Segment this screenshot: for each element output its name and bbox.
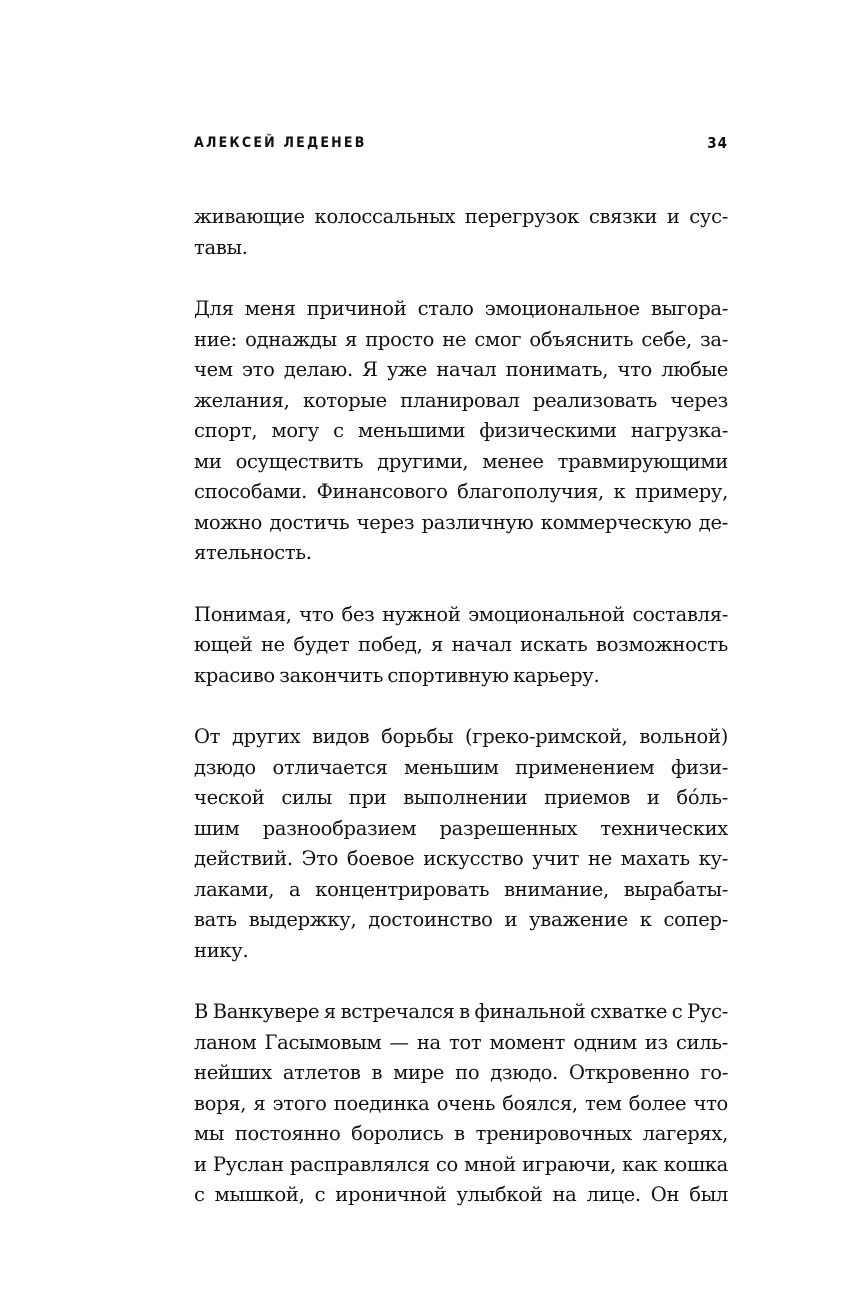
text-line: Понимая, что без нужной эмоциональной составля- [194, 602, 728, 626]
text-line: ческой силы при выполнении приемов и бóль- [194, 786, 728, 809]
text-line: нейших атлетов в мире по дзюдо. Откровенно го- [194, 1061, 728, 1084]
text-line: можно достичь через различную коммерческую де- [194, 510, 728, 534]
paragraph-3 [194, 600, 728, 692]
text-line: В Ванкувере я встречался в финальной схватке с Рус- [194, 1000, 728, 1023]
text-line: тавы. [194, 235, 248, 259]
text-line: способами. Финансового благополучия, к примеру, [194, 480, 728, 503]
text-line: чем это делаю. Я уже начал понимать, что любые [194, 358, 728, 381]
text-line: ятельность. [194, 541, 312, 564]
text-line: спорт, могу с меньшими физическими нагрузка- [194, 419, 728, 442]
paragraph-1 [194, 202, 728, 263]
text-line: мы постоянно боролись в тренировочных лагерях, [194, 1122, 728, 1145]
text-line: и Руслан расправлялся со мной играючи, как кошка [194, 1152, 728, 1176]
text-line: От других видов борьбы (греко-римской, вольной) [194, 725, 728, 748]
text-line: красиво закончить спортивную карьеру. [194, 663, 600, 687]
paragraph-5 [194, 997, 728, 1211]
paragraph-4 [194, 722, 728, 966]
body-text [194, 202, 728, 1242]
running-header [194, 134, 728, 154]
text-line: воря, я этого поединка очень боялся, тем более что [194, 1091, 728, 1115]
text-line: живающие колоссальных перегрузок связки и сус- [194, 205, 728, 228]
text-line: ющей не будет побед, я начал искать возможность [194, 633, 728, 656]
text-line: вать выдержку, достоинство и уважение к сопер- [194, 908, 728, 931]
text-line: желания, которые планировал реализовать через [194, 388, 728, 412]
text-line: лаками, а концентрировать внимание, вырабаты- [194, 877, 728, 901]
text-line: ланом Гасымовым — на тот момент одним из силь- [194, 1030, 728, 1054]
text-line: шим разнообразием разрешенных технических [194, 816, 728, 840]
text-line: Для меня причиной стало эмоциональное выгора- [194, 297, 728, 320]
text-line: ние: однажды я просто не смог объяснить себе, за- [194, 327, 728, 351]
text-line: дзюдо отличается меньшим применением физи- [194, 755, 728, 779]
text-line: с мышкой, с ироничной улыбкой на лице. Он был [194, 1183, 728, 1206]
text-line: ми осуществить другими, менее травмирующими [194, 449, 728, 473]
text-line: нику. [194, 938, 249, 962]
text-line: действий. Это боевое искусство учит не махать ку- [194, 847, 728, 870]
paragraph-2 [194, 294, 728, 569]
author-name: АЛЕКСЕЙ ЛЕДЕНЕВ [194, 135, 367, 151]
page-number: 34 [707, 134, 728, 152]
